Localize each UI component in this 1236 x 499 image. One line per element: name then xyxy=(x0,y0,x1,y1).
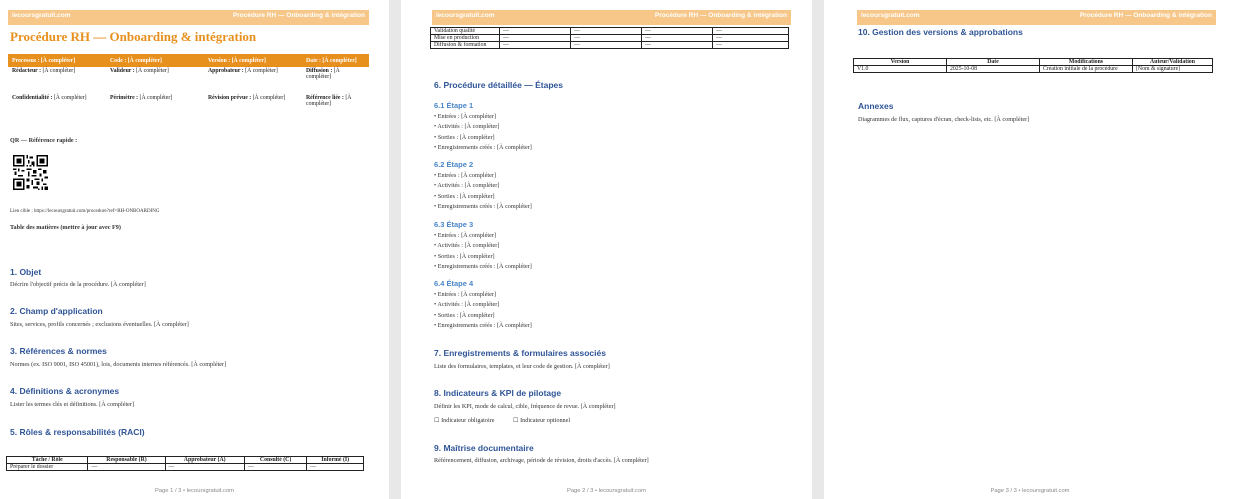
table-cell: — xyxy=(165,464,244,471)
table-cell: — xyxy=(500,42,571,49)
qr-label: QR — Référence rapide : xyxy=(10,137,78,144)
step-heading: 6.1 Étape 1 xyxy=(434,101,474,110)
metadata-table xyxy=(8,54,369,107)
section-text: Normes (ex. ISO 9001, ISO 45001), lois, documents internes référencés. [À compléter] xyxy=(10,361,227,368)
list-item: • Enregistrements créés : [À compléter] xyxy=(434,263,532,271)
section-heading: 3. Références & normes xyxy=(10,346,107,356)
banner-site: lecoursgratuit.com xyxy=(12,12,71,19)
table-row xyxy=(7,464,364,471)
annexes-heading: Annexes xyxy=(858,101,894,111)
meta-cell: Approbateur : [À compléter] xyxy=(208,68,278,74)
step-heading: 6.4 Étape 4 xyxy=(434,279,474,288)
table-cell: Préparer le dossier xyxy=(7,464,88,471)
version-header: Auteur/Validation xyxy=(1133,59,1213,66)
table-cell: Création initiale de la procédure xyxy=(1040,66,1133,73)
section-heading: 4. Définitions & acronymes xyxy=(10,386,120,396)
list-item: • Enregistrements créés : [À compléter] xyxy=(434,322,532,330)
table-cell: — xyxy=(713,42,789,49)
table-cell: — xyxy=(571,42,642,49)
banner-site: lecoursgratuit.com xyxy=(861,12,920,19)
section-heading: 8. Indicateurs & KPI de pilotage xyxy=(434,388,562,398)
step-list xyxy=(434,231,532,273)
step-list xyxy=(434,290,532,332)
version-table xyxy=(853,58,1213,73)
page-footer: Page 2 / 3 • lecoursgratuit.com xyxy=(566,488,647,494)
list-item: • Activités : [À compléter] xyxy=(434,242,500,250)
meta-cell: Diffusion : [À compléter] xyxy=(306,68,340,80)
meta-header-code: Code : [À compléter] xyxy=(106,54,204,67)
page-banner xyxy=(857,10,1216,25)
step-heading: 6.2 Étape 2 xyxy=(434,160,474,169)
raci-header: Informé (I) xyxy=(307,457,364,464)
banner-doc-title: Procédure RH — Onboarding & intégration xyxy=(232,12,365,19)
page-title: Procédure RH — Onboarding & intégration xyxy=(10,29,257,44)
raci-header: Consulté (C) xyxy=(244,457,306,464)
section-text: Liste des formulaires, templates, et leur code de gestion. [À compléter] xyxy=(434,363,610,370)
step-list xyxy=(434,171,532,213)
page-2 xyxy=(401,0,812,499)
section-heading: 9. Maîtrise documentaire xyxy=(434,443,534,453)
table-cell: 2025-10-08 xyxy=(947,66,1040,73)
page-3 xyxy=(824,0,1236,499)
banner-site: lecoursgratuit.com xyxy=(436,12,495,19)
meta-cell: Référence liée : [À compléter] xyxy=(306,95,352,107)
table-cell: — xyxy=(500,28,571,35)
table-cell: — xyxy=(713,28,789,35)
meta-cell: Révision prévue : [À compléter] xyxy=(208,95,286,101)
list-item: • Activités : [À compléter] xyxy=(434,301,500,309)
list-item: • Enregistrements créés : [À compléter] xyxy=(434,144,532,152)
list-item: • Enregistrements créés : [À compléter] xyxy=(434,203,532,211)
section-text: Décrire l'objectif précis de la procédure. [À compléter] xyxy=(10,281,146,288)
banner-doc-title: Procédure RH — Onboarding & intégration xyxy=(1079,12,1212,19)
table-cell: Diffusion & formation xyxy=(431,42,500,49)
table-cell: — xyxy=(642,28,713,35)
qr-target-link[interactable]: Lien cible : https://lecoursgratuit.com/procedure?ref=RH-ONBOARDING xyxy=(10,209,160,214)
section-heading: 1. Objet xyxy=(10,267,42,277)
table-cell: Mise en production xyxy=(431,35,500,42)
meta-cell: Confidentialité : [À compléter] xyxy=(12,95,87,101)
table-row xyxy=(431,28,789,35)
table-cell: V1.0 xyxy=(854,66,947,73)
version-header: Version xyxy=(854,59,947,66)
list-item: • Entrées : [À compléter] xyxy=(434,291,496,298)
table-cell: — xyxy=(500,35,571,42)
step-list xyxy=(434,112,532,154)
section-heading: 2. Champ d'application xyxy=(10,306,103,316)
table-cell: — xyxy=(571,28,642,35)
meta-header-process: Processus : [À compléter] xyxy=(8,54,106,67)
table-cell: — xyxy=(307,464,364,471)
step-heading: 6.3 Étape 3 xyxy=(434,220,474,229)
meta-cell: Périmètre : [À compléter] xyxy=(110,95,173,101)
list-item: • Entrées : [À compléter] xyxy=(434,172,496,179)
list-item: • Activités : [À compléter] xyxy=(434,182,500,190)
banner-doc-title: Procédure RH — Onboarding & intégration xyxy=(654,12,787,19)
meta-cell: Rédacteur : [À compléter] xyxy=(12,68,76,74)
section-text: Sites, services, profils concernés ; exclusions éventuelles. [À compléter] xyxy=(10,321,189,328)
meta-header-date: Date : [À compléter] xyxy=(302,54,369,67)
table-cell: [Nom & signature] xyxy=(1133,66,1213,73)
section-heading: 5. Rôles & responsabilités (RACI) xyxy=(10,427,145,437)
section-heading: 7. Enregistrements & formulaires associés xyxy=(434,348,606,358)
annexes-text: Diagrammes de flux, captures d'écran, check-lists, etc. [À compléter] xyxy=(858,116,1030,123)
section-text: Lister les termes clés et définitions. [À compléter] xyxy=(10,401,135,408)
raci-header: Approbateur (A) xyxy=(165,457,244,464)
table-row xyxy=(854,66,1213,73)
kpi-checkbox-optional[interactable]: ☐ Indicateur optionnel xyxy=(513,417,571,424)
page-footer: Page 3 / 3 • lecoursgratuit.com xyxy=(990,488,1070,494)
table-cell: — xyxy=(244,464,306,471)
list-item: • Sorties : [À compléter] xyxy=(434,252,495,260)
kpi-checkbox-mandatory[interactable]: ☐ Indicateur obligatoire xyxy=(434,417,495,424)
qr-code-image[interactable] xyxy=(13,155,48,190)
page-1 xyxy=(0,0,389,499)
section-text: Définir les KPI, mode de calcul, cible, fréquence de revue. [À compléter] xyxy=(434,403,616,410)
section-heading: 6. Procédure détaillée — Étapes xyxy=(434,80,563,90)
table-row xyxy=(431,42,789,49)
table-cell: — xyxy=(571,35,642,42)
section-heading: 10. Gestion des versions & approbations xyxy=(858,27,1023,37)
raci-header: Tâche / Rôle xyxy=(7,457,88,464)
page-footer: Page 1 / 3 • lecoursgratuit.com xyxy=(154,488,235,494)
version-header: Modifications xyxy=(1040,59,1133,66)
table-cell: Validation qualité xyxy=(431,28,500,35)
page-banner xyxy=(432,10,791,25)
section-text: Référencement, diffusion, archivage, période de révision, droits d'accès. [À compléter] xyxy=(434,457,649,464)
list-item: • Sorties : [À compléter] xyxy=(434,133,495,141)
raci-table-continued xyxy=(430,27,789,49)
list-item: • Entrées : [À compléter] xyxy=(434,232,496,239)
meta-header-version: Version : [À compléter] xyxy=(204,54,302,67)
raci-table xyxy=(6,456,364,471)
table-cell: — xyxy=(713,35,789,42)
page-banner xyxy=(8,10,369,25)
table-cell: — xyxy=(642,35,713,42)
meta-cell: Valideur : [À compléter] xyxy=(110,68,169,74)
table-cell: — xyxy=(88,464,165,471)
table-row xyxy=(431,35,789,42)
list-item: • Entrées : [À compléter] xyxy=(434,113,496,120)
raci-header: Responsable (R) xyxy=(88,457,165,464)
list-item: • Sorties : [À compléter] xyxy=(434,192,495,200)
list-item: • Sorties : [À compléter] xyxy=(434,311,495,319)
version-header: Date xyxy=(947,59,1040,66)
toc-title: Table des matières (mettre à jour avec F9) xyxy=(10,224,121,231)
table-cell: — xyxy=(642,42,713,49)
list-item: • Activités : [À compléter] xyxy=(434,123,500,131)
